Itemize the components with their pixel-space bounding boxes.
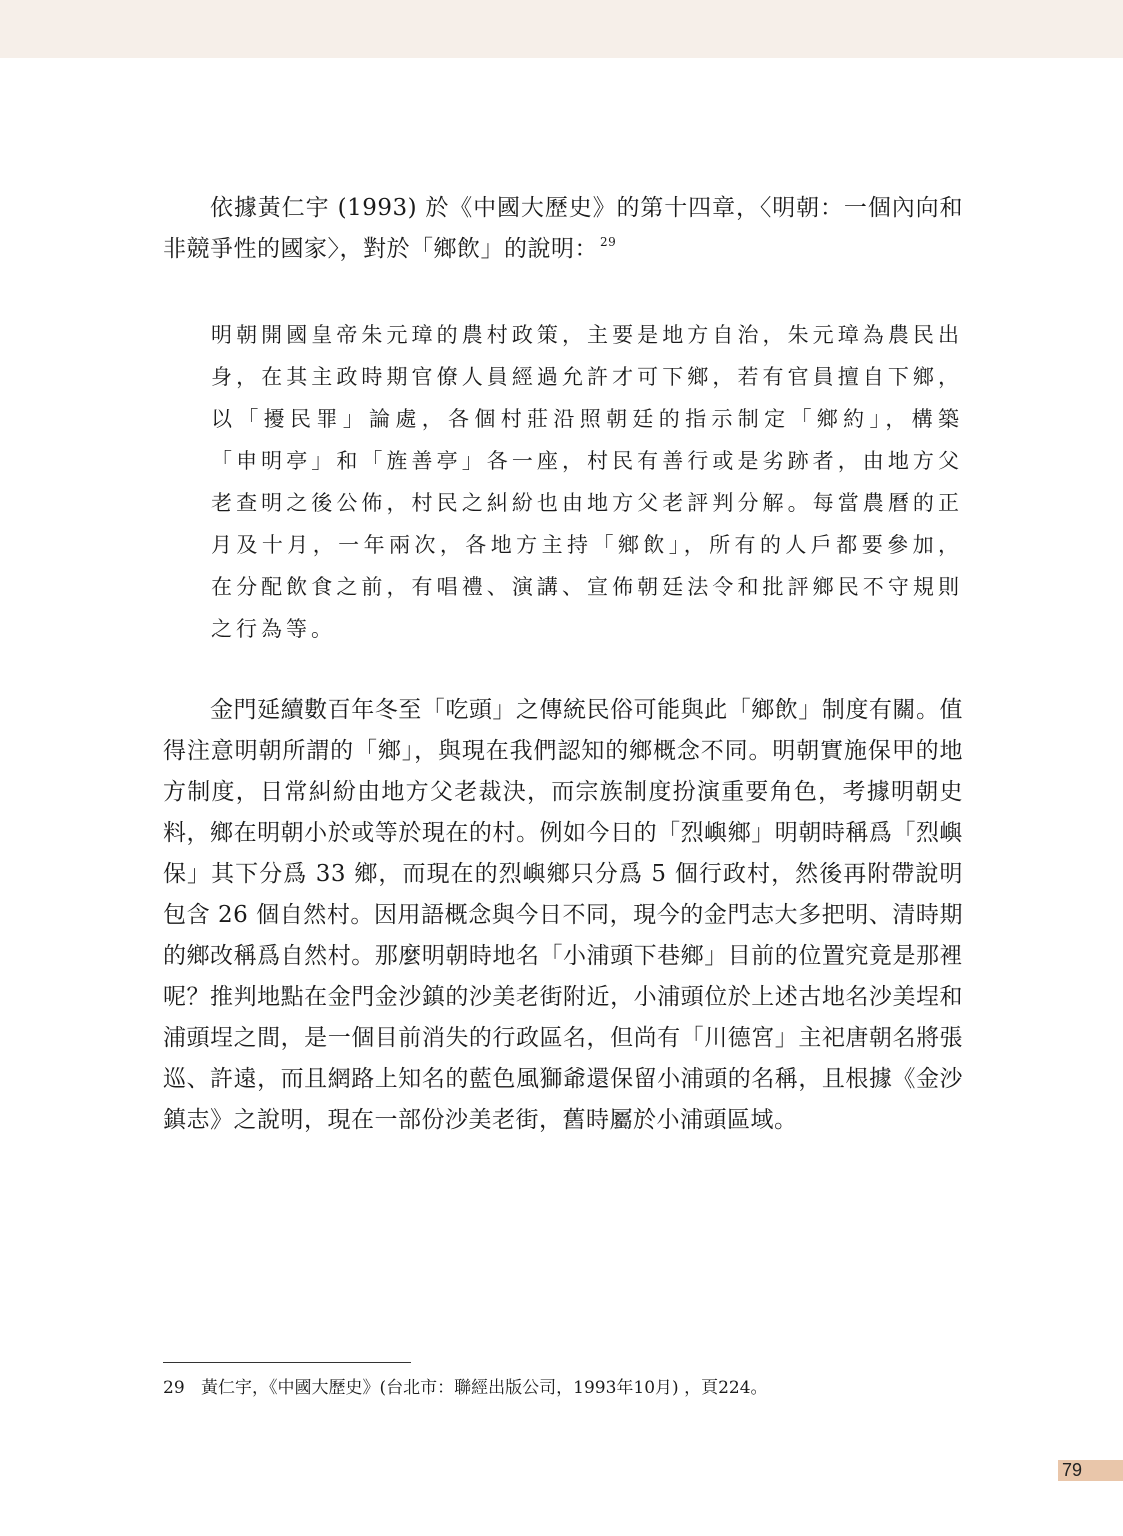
footnote-number: 29 xyxy=(163,1378,185,1398)
footnote-text: 黃仁宇，《中國大歷史》(台北市：聯經出版公司，1993年10月) ，頁224。 xyxy=(201,1378,768,1398)
page-content xyxy=(163,188,963,1141)
footnote-divider xyxy=(163,1362,411,1363)
body-paragraph: 金門延續數百年冬至「吃頭」之傳統民俗可能與此「鄉飲」制度有關。值得注意明朝所謂的「鄉」，與現在我們認知的鄉概念不同。明朝實施保甲的地方制度，日常糾紛由地方父老裁決，而宗族制度扮演重要角色，考據明朝史料，鄉在明朝小於或等於現在的村。例如今日的「烈嶼鄉」明朝時稱爲「烈嶼保」其下分爲 33 鄉，而現在的烈嶼鄉只分爲 5 個行政村，然後再附帶說明包含 26 個自然村。因用語概念與今日不同，現今的金門志大多把明、清時期的鄉改稱爲自然村。那麼明朝時地名「小浦頭下巷鄉」目前的位置究竟是那裡呢？推判地點在金門金沙鎮的沙美老街附近，小浦頭位於上述古地名沙美埕和浦頭埕之間，是一個目前消失的行政區名，但尚有「川德宮」主祀唐朝名將張巡、許遠，而且網路上知名的藍色風獅爺還保留小浦頭的名稱，且根據《金沙鎮志》之說明，現在一部份沙美老街，舊時屬於小浦頭區域。 xyxy=(163,697,963,1133)
footnote-reference[interactable]: 29 xyxy=(600,235,617,249)
page-number: 79 xyxy=(1062,1460,1083,1480)
footnote xyxy=(163,1376,768,1400)
header-band xyxy=(0,0,1123,58)
intro-paragraph xyxy=(163,188,963,270)
block-quote: 明朝開國皇帝朱元璋的農村政策，主要是地方自治，朱元璋為農民出身，在其主政時期官僚人員經過允許才可下鄉，若有官員擅自下鄉，以「擾民罪」論處，各個村莊沿照朝廷的指示制定「鄉約」，構築「申明亭」和「旌善亭」各一座，村民有善行或是劣跡者，由地方父老查明之後公佈，村民之糾紛也由地方父老評判分解。每當農曆的正月及十月，一年兩次，各地方主持「鄉飲」，所有的人戶都要參加，在分配飲食之前，有唱禮、演講、宣佈朝廷法令和批評鄉民不守規則之行為等。 xyxy=(211,323,963,641)
intro-text: 依據黃仁宇 (1993) 於《中國大歷史》的第十四章，〈明朝：一個內向和非競爭性的國家〉，對於「鄉飲」的說明： xyxy=(163,195,963,262)
